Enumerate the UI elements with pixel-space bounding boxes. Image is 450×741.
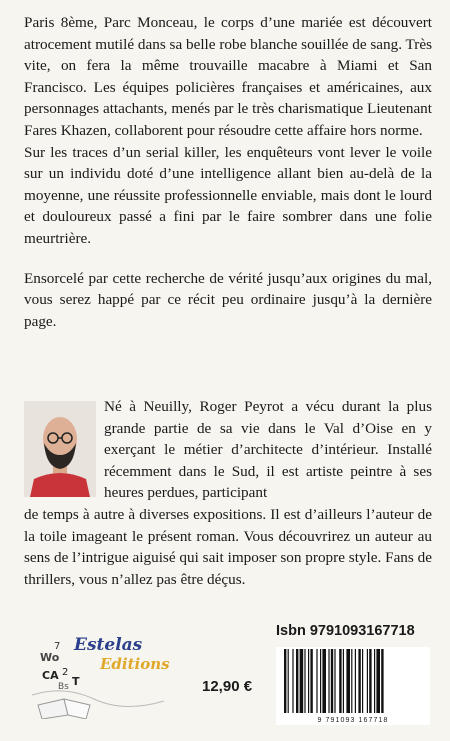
svg-text:7: 7 <box>54 641 61 652</box>
blurb-paragraph-2: Sur les traces d’un serial killer, les enquêteurs vont lever le voile sur un individu doté d’une intelligence allant bien au-delà de la moyenne, une réussite professionnelle enviable, mais dont le lourd et douloureux passé a fini par le faire sombrer dans une folie meurtrière. <box>24 143 432 247</box>
author-bio-part-2: de temps à autre à diverses expositions. Il est d’ailleurs l’auteur de la toile imageant le présent roman. Vous découvrirez un auteur au sens de l’intrigue aiguisé qui sait imposer son propre style. Fans de thrillers, vous n’allez pas être déçus. <box>24 506 432 588</box>
author-photo <box>24 401 96 497</box>
author-bio-part-1: Né à Neuilly, Roger Peyrot a vécu durant la plus grande partie de sa vie dans le Val d’Oise en y exerçant le métier d’architecte d’intérieur. Installé récemment dans le Sud, il est artiste peintre à ses heures perdues, participant <box>104 398 432 502</box>
isbn-label: Isbn 9791093167718 <box>276 623 415 639</box>
blurb-paragraph-1: Paris 8ème, Parc Monceau, le corps d’une mariée est découvert atrocement mutilé dans sa belle robe blanche souillée de sang. Très vite, on fera la même trouvaille macabre à Miami et San Francisco. Les équipes policières françaises et américaines, aux personnages attachants, menés par le très charismatique Lieutenant Fares Khazen, collaborent pour résoudre cette affaire hors norme. <box>24 14 432 139</box>
price: 12,90 € <box>202 678 253 695</box>
publisher-logo <box>24 635 174 719</box>
svg-text:Bs: Bs <box>58 682 69 692</box>
svg-text:2: 2 <box>62 667 69 678</box>
isbn-barcode <box>276 647 430 725</box>
barcode-digits: 9 791093 167718 <box>317 717 389 724</box>
barcode-bars <box>276 647 430 715</box>
svg-text:T: T <box>72 675 80 688</box>
back-cover-blurb <box>24 12 432 332</box>
blurb-paragraph-3: Ensorcelé par cette recherche de vérité jusqu’aux origines du mal, vous serez happé par ce récit peu ordinaire jusqu’à la dernière page. <box>24 269 432 330</box>
publisher-subtitle: Editions <box>100 655 170 673</box>
svg-text:CA: CA <box>42 669 59 682</box>
publisher-name: Estelas <box>74 635 143 655</box>
svg-text:Wo: Wo <box>40 651 60 664</box>
